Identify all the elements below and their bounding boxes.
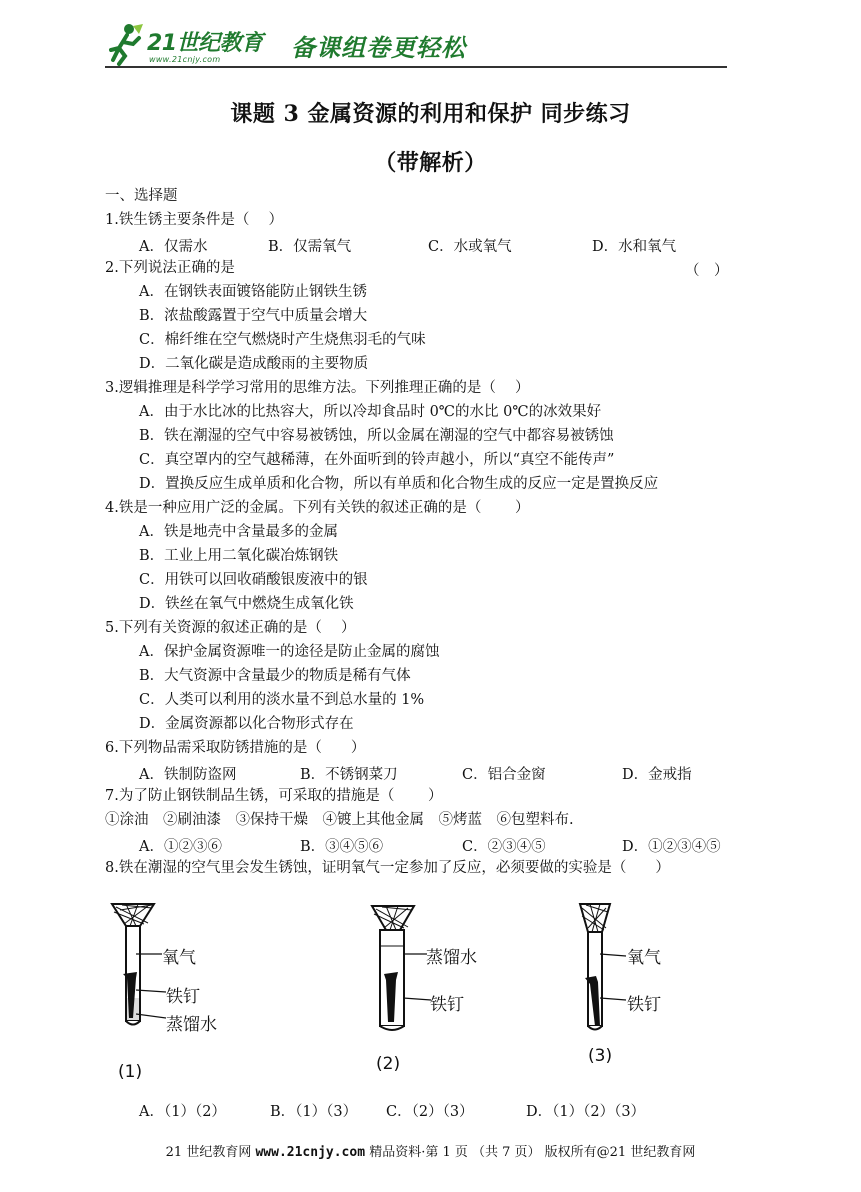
header-divider [105,66,727,68]
option: A．保护金属资源唯一的途径是防止金属的腐蚀 [139,644,440,660]
leader-lines-2 [403,952,433,1002]
option: D．（1）（2）（3） [526,1104,646,1120]
page-subtitle: （带解析） [374,150,487,176]
label-oxygen: 氧气 [627,948,661,968]
runner-logo-icon [105,22,145,66]
option: B．仅需氧气 [268,239,352,255]
option: D．金戒指 [622,767,692,783]
figure-number-3: (3) [588,1046,613,1066]
label-distilled-water: 蒸馏水 [426,948,477,968]
option: A．铁是地壳中含量最多的金属 [139,524,338,540]
label-distilled-water: 蒸馏水 [166,1015,217,1035]
option: B．③④⑤⑥ [300,839,384,855]
option: C．（2）（3） [386,1104,474,1120]
option: B．（1）（3） [270,1104,358,1120]
option: B．不锈钢菜刀 [300,767,398,783]
option: B．铁在潮湿的空气中容易被锈蚀，所以金属在潮湿的空气中都容易被锈蚀 [139,428,614,444]
answer-bracket: （ ） [685,263,729,279]
option: D．铁丝在氧气中燃烧生成氧化铁 [139,596,354,612]
label-iron-nail: 铁钉 [430,995,464,1015]
option: A．在钢铁表面镀铬能防止钢铁生锈 [139,284,367,300]
footer-right: 精品资料·第 1 页 （共 7 页） 版权所有@21 世纪教育网 [369,1145,696,1160]
option: D．水和氧气 [592,239,677,255]
option: C．棉纤维在空气燃烧时产生烧焦羽毛的气味 [139,332,426,348]
option: A．（1）（2） [139,1104,226,1120]
option: C．用铁可以回收硝酸银废液中的银 [139,572,368,588]
option: B．工业上用二氧化碳冶炼钢铁 [139,548,339,564]
figure-number-1: (1) [118,1062,143,1082]
page-header [105,22,727,70]
option: A．仅需水 [139,239,208,255]
brand-slogan: 备课组卷更轻松 [291,34,466,62]
leader-lines-1 [136,952,166,1022]
option: A．①②③⑥ [139,839,222,855]
question-7-stem: 7.为了防止钢铁制品生锈，可采取的措施是（ ） [105,788,443,804]
label-iron-nail: 铁钉 [166,987,200,1007]
option: A．由于水比冰的比热容大，所以冷却食品时 0℃的水比 0℃的冰效果好 [139,404,602,420]
option: C．人类可以利用的淡水量不到总水量的 1% [139,692,425,708]
option: C．②③④⑤ [462,839,546,855]
figure-number-2: (2) [376,1054,401,1074]
option: A．铁制防盗网 [139,767,237,783]
option: C．铝合金窗 [462,767,546,783]
question-1-stem: 1.铁生锈主要条件是（ ） [105,212,283,228]
page-title: 课题 3 金属资源的利用和保护 同步练习 [230,101,631,127]
question-2-stem: 2.下列说法正确的是 [105,260,235,276]
question-7-measures: ①涂油 ②刷油漆 ③保持干燥 ④镀上其他金属 ⑤烤蓝 ⑥包塑料布. [105,812,574,828]
section-heading: 一、选择题 [105,188,178,204]
option: C．水或氧气 [428,239,512,255]
option: B．大气资源中含量最少的物质是稀有气体 [139,668,411,684]
footer-site-link[interactable]: www.21cnjy.com [255,1145,366,1160]
option: C．真空罩内的空气越稀薄，在外面听到的铃声越小，所以“真空不能传声” [139,452,615,468]
question-3-stem: 3.逻辑推理是科学学习常用的思维方法。下列推理正确的是（ ） [105,380,530,396]
footer-left: 21 世纪教育网 [165,1145,252,1160]
brand-name: 21世纪教育 [147,31,263,56]
question-5-stem: 5.下列有关资源的叙述正确的是（ ） [105,620,356,636]
option: D．置换反应生成单质和化合物，所以有单质和化合物生成的反应一定是置换反应 [139,476,659,492]
brand-url: www.21cnjy.com [149,55,221,64]
page-footer [0,1141,861,1160]
option: D．①②③④⑤ [622,839,721,855]
option: D．金属资源都以化合物形式存在 [139,716,354,732]
question-6-stem: 6.下列物品需采取防锈措施的是（ ） [105,740,366,756]
question-4-stem: 4.铁是一种应用广泛的金属。下列有关铁的叙述正确的是（ ） [105,500,530,516]
option: D．二氧化碳是造成酸雨的主要物质 [139,356,369,372]
question-8-stem: 8.铁在潮湿的空气里会发生锈蚀，证明氧气一定参加了反应，必须要做的实验是（ ） [105,860,670,876]
label-iron-nail: 铁钉 [627,995,661,1015]
option: B．浓盐酸露置于空气中质量会增大 [139,308,368,324]
label-oxygen: 氧气 [162,948,196,968]
leader-lines-3 [600,952,630,1002]
